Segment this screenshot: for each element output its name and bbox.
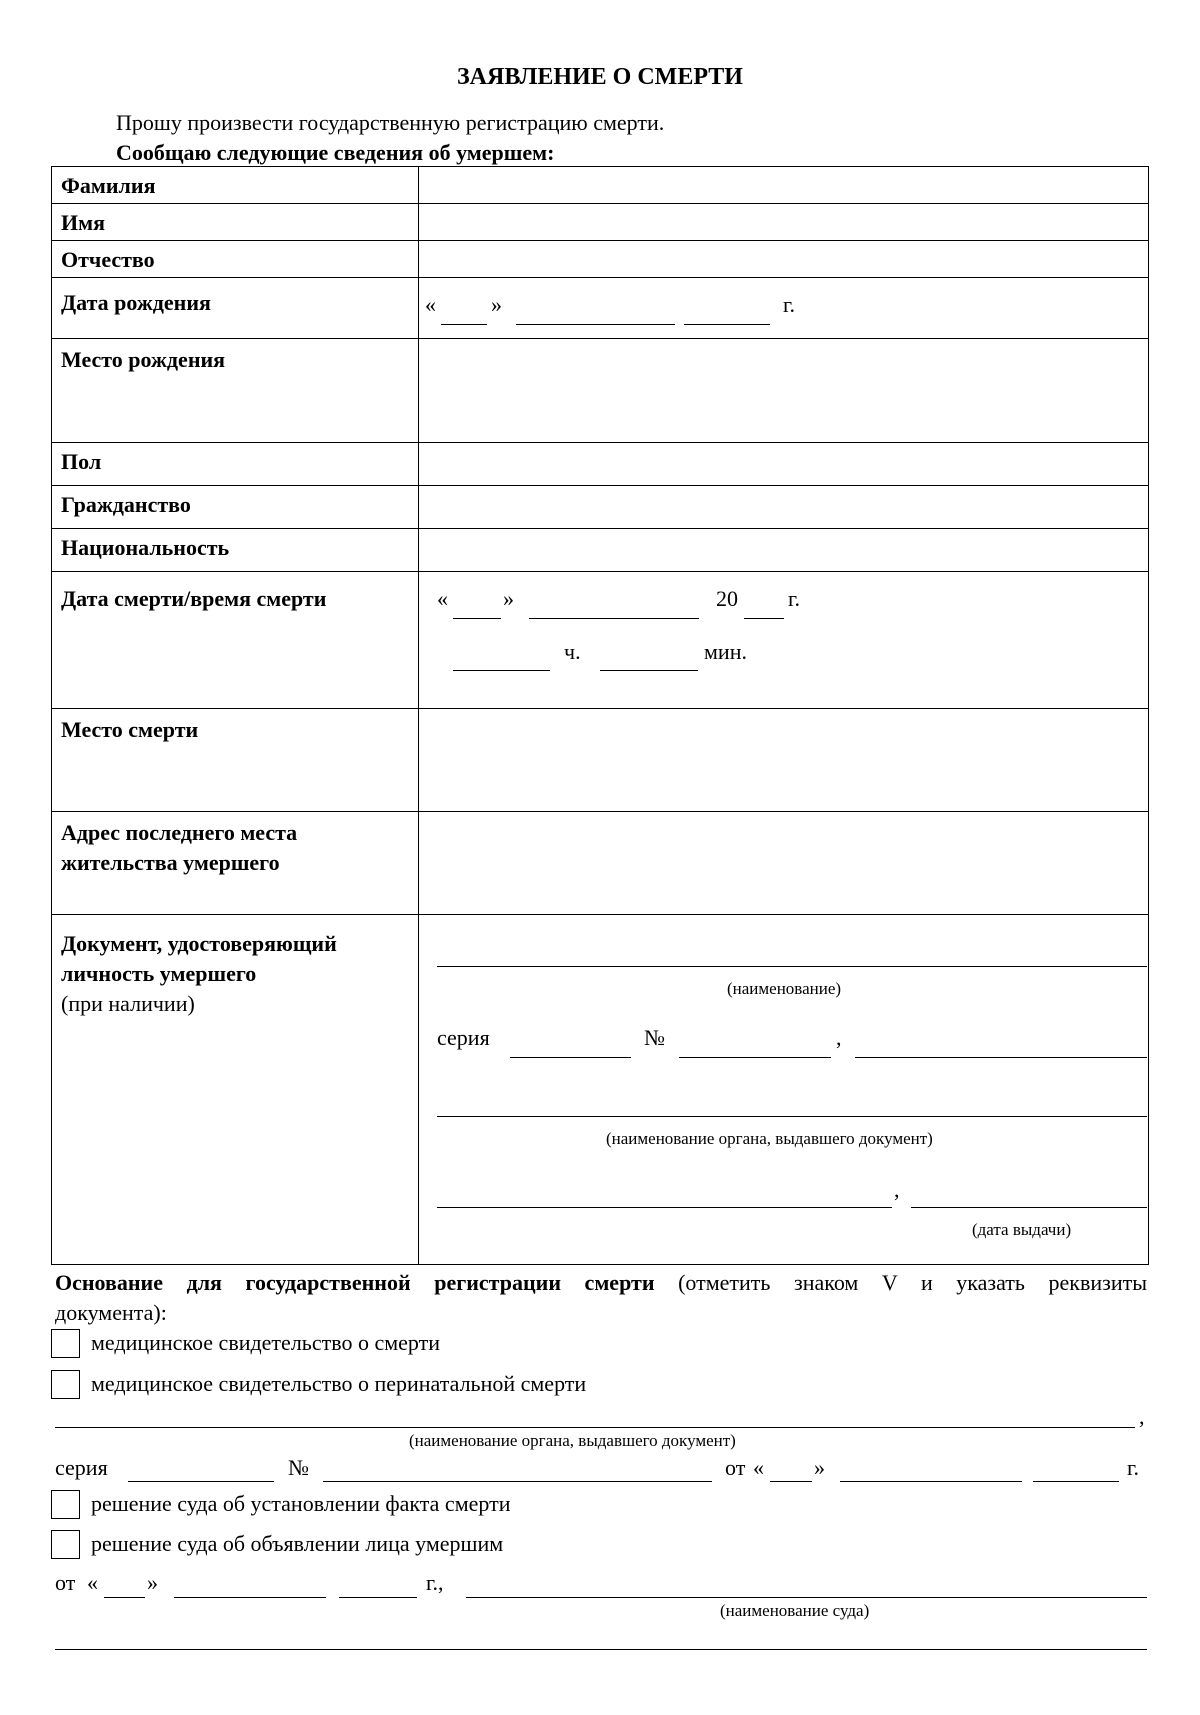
row-surname bbox=[52, 167, 1149, 204]
id-doc-series-line[interactable] bbox=[510, 1057, 631, 1058]
option-perinatal-certificate: медицинское свидетельство о перинатальной смерти bbox=[91, 1371, 587, 1396]
label-id-document-line1: Документ, удостоверяющий bbox=[61, 931, 337, 956]
basis-heading bbox=[55, 1270, 1147, 1296]
death-minutes-label: мин. bbox=[704, 639, 747, 664]
value-sex[interactable] bbox=[419, 443, 1149, 486]
id-doc-series-label: серия bbox=[437, 1025, 490, 1050]
death-hours-line[interactable] bbox=[453, 670, 550, 671]
birth-date-year-suffix: г. bbox=[783, 292, 796, 317]
id-doc-issuer-continued-line[interactable] bbox=[437, 1207, 892, 1208]
label-id-document bbox=[52, 915, 419, 1265]
basis-date-quote-close: » bbox=[814, 1455, 825, 1480]
value-birth-place[interactable] bbox=[419, 339, 1149, 443]
id-doc-number-sign: № bbox=[644, 1025, 665, 1050]
death-year-line[interactable] bbox=[744, 618, 784, 619]
basis-series-label: серия bbox=[55, 1455, 108, 1480]
court-year-line[interactable] bbox=[339, 1597, 417, 1598]
death-date-year-suffix: г. bbox=[788, 586, 801, 611]
value-birth-date[interactable] bbox=[419, 278, 1149, 339]
death-year-prefix: 20 bbox=[716, 586, 738, 611]
id-doc-extra-line[interactable] bbox=[855, 1057, 1147, 1058]
basis-number-sign: № bbox=[288, 1455, 309, 1480]
checkbox-medical-certificate[interactable] bbox=[51, 1329, 80, 1358]
label-patronymic: Отчество bbox=[52, 241, 419, 278]
death-day-line[interactable] bbox=[453, 618, 501, 619]
court-name-caption: (наименование суда) bbox=[720, 1601, 870, 1620]
basis-heading-bold: Основание для государственной регистрации смерти bbox=[55, 1270, 655, 1295]
intro-request: Прошу произвести государственную регистрацию смерти. bbox=[116, 110, 665, 135]
basis-number-line[interactable] bbox=[323, 1481, 712, 1482]
option-court-fact: решение суда об установлении факта смерти bbox=[91, 1491, 511, 1516]
label-surname: Фамилия bbox=[52, 167, 419, 204]
court-date-quote-open: « bbox=[87, 1570, 98, 1595]
basis-year-line[interactable] bbox=[1033, 1481, 1119, 1482]
label-birth-date: Дата рождения bbox=[52, 278, 419, 339]
label-id-document-line3: (при наличии) bbox=[61, 991, 195, 1016]
label-last-address bbox=[52, 812, 419, 915]
basis-day-line[interactable] bbox=[770, 1481, 812, 1482]
row-last-address bbox=[52, 812, 1149, 915]
id-doc-number-line[interactable] bbox=[679, 1057, 831, 1058]
label-last-address-line1: Адрес последнего места bbox=[61, 820, 298, 845]
birth-year-line[interactable] bbox=[684, 324, 770, 325]
value-patronymic[interactable] bbox=[419, 241, 1149, 278]
id-doc-issue-date-line[interactable] bbox=[911, 1207, 1147, 1208]
label-death-place: Место смерти bbox=[52, 709, 419, 812]
row-name bbox=[52, 204, 1149, 241]
document-title: ЗАЯВЛЕНИЕ О СМЕРТИ bbox=[457, 64, 743, 90]
birth-date-quote-open: « bbox=[425, 292, 436, 317]
option-medical-certificate: медицинское свидетельство о смерти bbox=[91, 1330, 440, 1355]
basis-year-suffix: г. bbox=[1127, 1455, 1140, 1480]
court-day-line[interactable] bbox=[104, 1597, 145, 1598]
court-from-label: от bbox=[55, 1570, 76, 1595]
id-doc-issue-date-caption: (дата выдачи) bbox=[972, 1220, 1072, 1239]
basis-issuer-line[interactable] bbox=[55, 1427, 1135, 1428]
court-name-continued-line[interactable] bbox=[55, 1649, 1147, 1650]
row-sex bbox=[52, 443, 1149, 486]
death-date-quote-close: » bbox=[503, 586, 514, 611]
value-last-address[interactable] bbox=[419, 812, 1149, 915]
deceased-info-table bbox=[51, 166, 1149, 1265]
death-hours-label: ч. bbox=[564, 639, 581, 664]
label-death-datetime: Дата смерти/время смерти bbox=[52, 572, 419, 709]
label-birth-place: Место рождения bbox=[52, 339, 419, 443]
birth-date-quote-close: » bbox=[491, 292, 502, 317]
value-name[interactable] bbox=[419, 204, 1149, 241]
death-date-quote-open: « bbox=[437, 586, 448, 611]
row-death-datetime bbox=[52, 572, 1149, 709]
checkbox-perinatal-certificate[interactable] bbox=[51, 1370, 80, 1399]
value-id-document[interactable] bbox=[419, 915, 1149, 1265]
checkbox-court-fact[interactable] bbox=[51, 1490, 80, 1519]
value-nationality[interactable] bbox=[419, 529, 1149, 572]
row-death-place bbox=[52, 709, 1149, 812]
basis-month-line[interactable] bbox=[840, 1481, 1022, 1482]
court-year-suffix: г., bbox=[426, 1570, 444, 1595]
basis-from-label: от bbox=[725, 1455, 746, 1480]
label-sex: Пол bbox=[52, 443, 419, 486]
id-doc-issuer-caption: (наименование органа, выдавшего документ) bbox=[606, 1129, 933, 1148]
id-doc-issuer-line[interactable] bbox=[437, 1116, 1147, 1117]
row-birth-place bbox=[52, 339, 1149, 443]
row-nationality bbox=[52, 529, 1149, 572]
option-court-declared: решение суда об объявлении лица умершим bbox=[91, 1531, 504, 1556]
death-minutes-line[interactable] bbox=[600, 670, 698, 671]
death-month-line[interactable] bbox=[529, 618, 699, 619]
id-doc-issuer-comma: , bbox=[894, 1177, 900, 1202]
intro-subheading: Сообщаю следующие сведения об умершем: bbox=[116, 140, 555, 165]
id-doc-name-line[interactable] bbox=[437, 966, 1147, 967]
label-nationality: Национальность bbox=[52, 529, 419, 572]
value-death-place[interactable] bbox=[419, 709, 1149, 812]
basis-issuer-caption: (наименование органа, выдавшего документ) bbox=[409, 1431, 736, 1450]
checkbox-court-declared[interactable] bbox=[51, 1530, 80, 1559]
value-surname[interactable] bbox=[419, 167, 1149, 204]
row-birth-date bbox=[52, 278, 1149, 339]
basis-heading-rest: (отметить знаком V и указать реквизиты bbox=[654, 1270, 1147, 1295]
court-name-line[interactable] bbox=[466, 1597, 1147, 1598]
row-patronymic bbox=[52, 241, 1149, 278]
label-name: Имя bbox=[52, 204, 419, 241]
court-month-line[interactable] bbox=[174, 1597, 326, 1598]
label-last-address-line2: жительства умершего bbox=[61, 850, 280, 875]
basis-heading-line2: документа): bbox=[55, 1300, 167, 1325]
row-id-document bbox=[52, 915, 1149, 1265]
basis-issuer-comma: , bbox=[1139, 1404, 1145, 1429]
id-doc-comma: , bbox=[836, 1025, 842, 1050]
birth-day-line[interactable] bbox=[441, 324, 487, 325]
court-date-quote-close: » bbox=[147, 1570, 158, 1595]
label-citizenship: Гражданство bbox=[52, 486, 419, 529]
basis-date-quote-open: « bbox=[753, 1455, 764, 1480]
id-doc-name-caption: (наименование) bbox=[727, 979, 842, 998]
birth-month-line[interactable] bbox=[516, 324, 675, 325]
value-death-datetime[interactable] bbox=[419, 572, 1149, 709]
row-citizenship bbox=[52, 486, 1149, 529]
value-citizenship[interactable] bbox=[419, 486, 1149, 529]
label-id-document-line2: личность умершего bbox=[61, 961, 257, 986]
basis-series-line[interactable] bbox=[128, 1481, 274, 1482]
